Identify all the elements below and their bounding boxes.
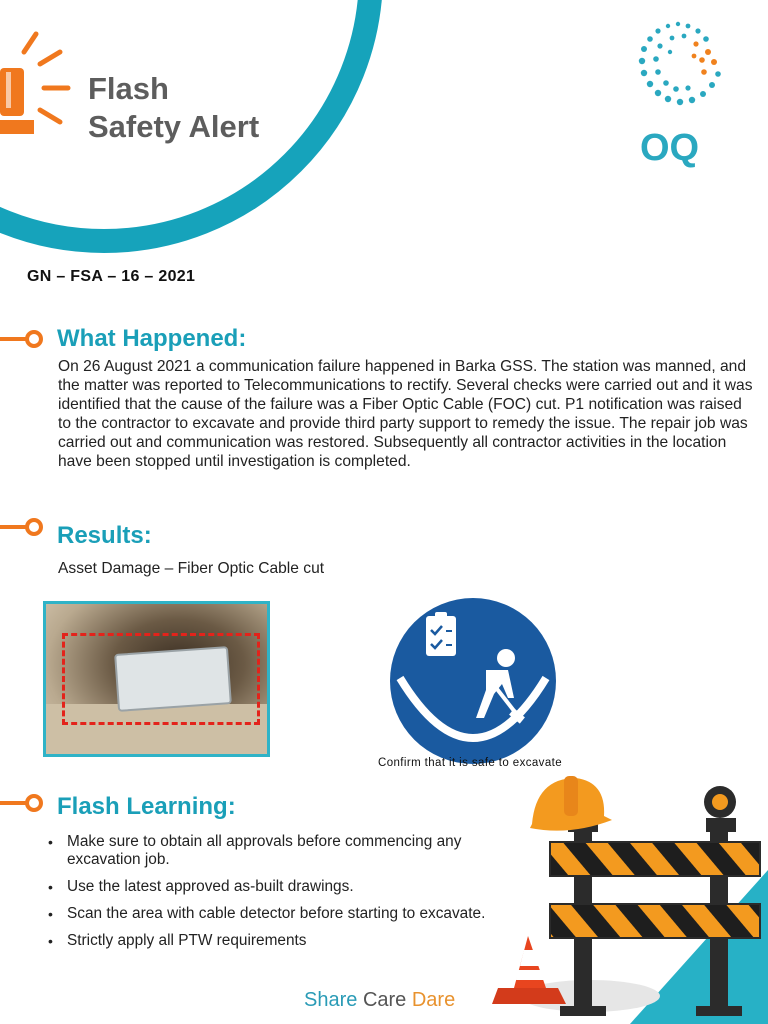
title-line-2: Safety Alert — [88, 109, 260, 144]
oq-logo — [618, 14, 738, 169]
what-happened-text: On 26 August 2021 a communication failure happened in Barka GSS. The station was manned, and the matter was reported to Telecommunications to rectify. Several checks were carried out and it was identified that the cause of the failure was a Fiber Optic Cable (FOC) cut. P1 notification was raised to the contractor to excavate and provide third party support to remedy the issue. The repair job was carried out and communication was restored. Subsequently all contractor activities in the location have been stopped until investigation is completed. — [58, 358, 753, 470]
section-marker-icon — [0, 517, 44, 537]
slogan-dare: Dare — [411, 989, 456, 1011]
damage-photo — [43, 601, 270, 757]
flash-learning-title: Flash Learning: — [57, 793, 236, 820]
section-marker-icon — [0, 793, 44, 813]
logo-text: OQ — [640, 127, 700, 169]
document-id: GN – FSA – 16 – 2021 — [27, 268, 196, 285]
results-text: Asset Damage – Fiber Optic Cable cut — [58, 560, 325, 577]
page-title — [88, 70, 259, 146]
excavate-safety-sign-icon — [390, 598, 556, 764]
list-item: • Use the latest approved as-built drawings. — [46, 878, 516, 896]
title-line-1: Flash — [88, 71, 169, 106]
slogan-share: Share — [304, 989, 358, 1011]
flash-learning-list — [46, 833, 516, 959]
construction-barrier-illustration — [480, 770, 768, 1024]
section-marker-icon — [0, 329, 44, 349]
alarm-light-icon — [0, 30, 80, 140]
footer-slogan — [304, 989, 455, 1012]
sign-caption: Confirm that it is safe to excavate — [378, 757, 563, 769]
slogan-care: Care — [362, 989, 407, 1011]
list-item: • Make sure to obtain all approvals before commencing any excavation job. — [46, 833, 516, 869]
results-title: Results: — [57, 522, 152, 549]
list-item: • Strictly apply all PTW requirements — [46, 932, 516, 950]
damage-highlight-box — [62, 633, 260, 725]
what-happened-title: What Happened: — [57, 325, 247, 352]
list-item: • Scan the area with cable detector before starting to excavate. — [46, 905, 516, 923]
